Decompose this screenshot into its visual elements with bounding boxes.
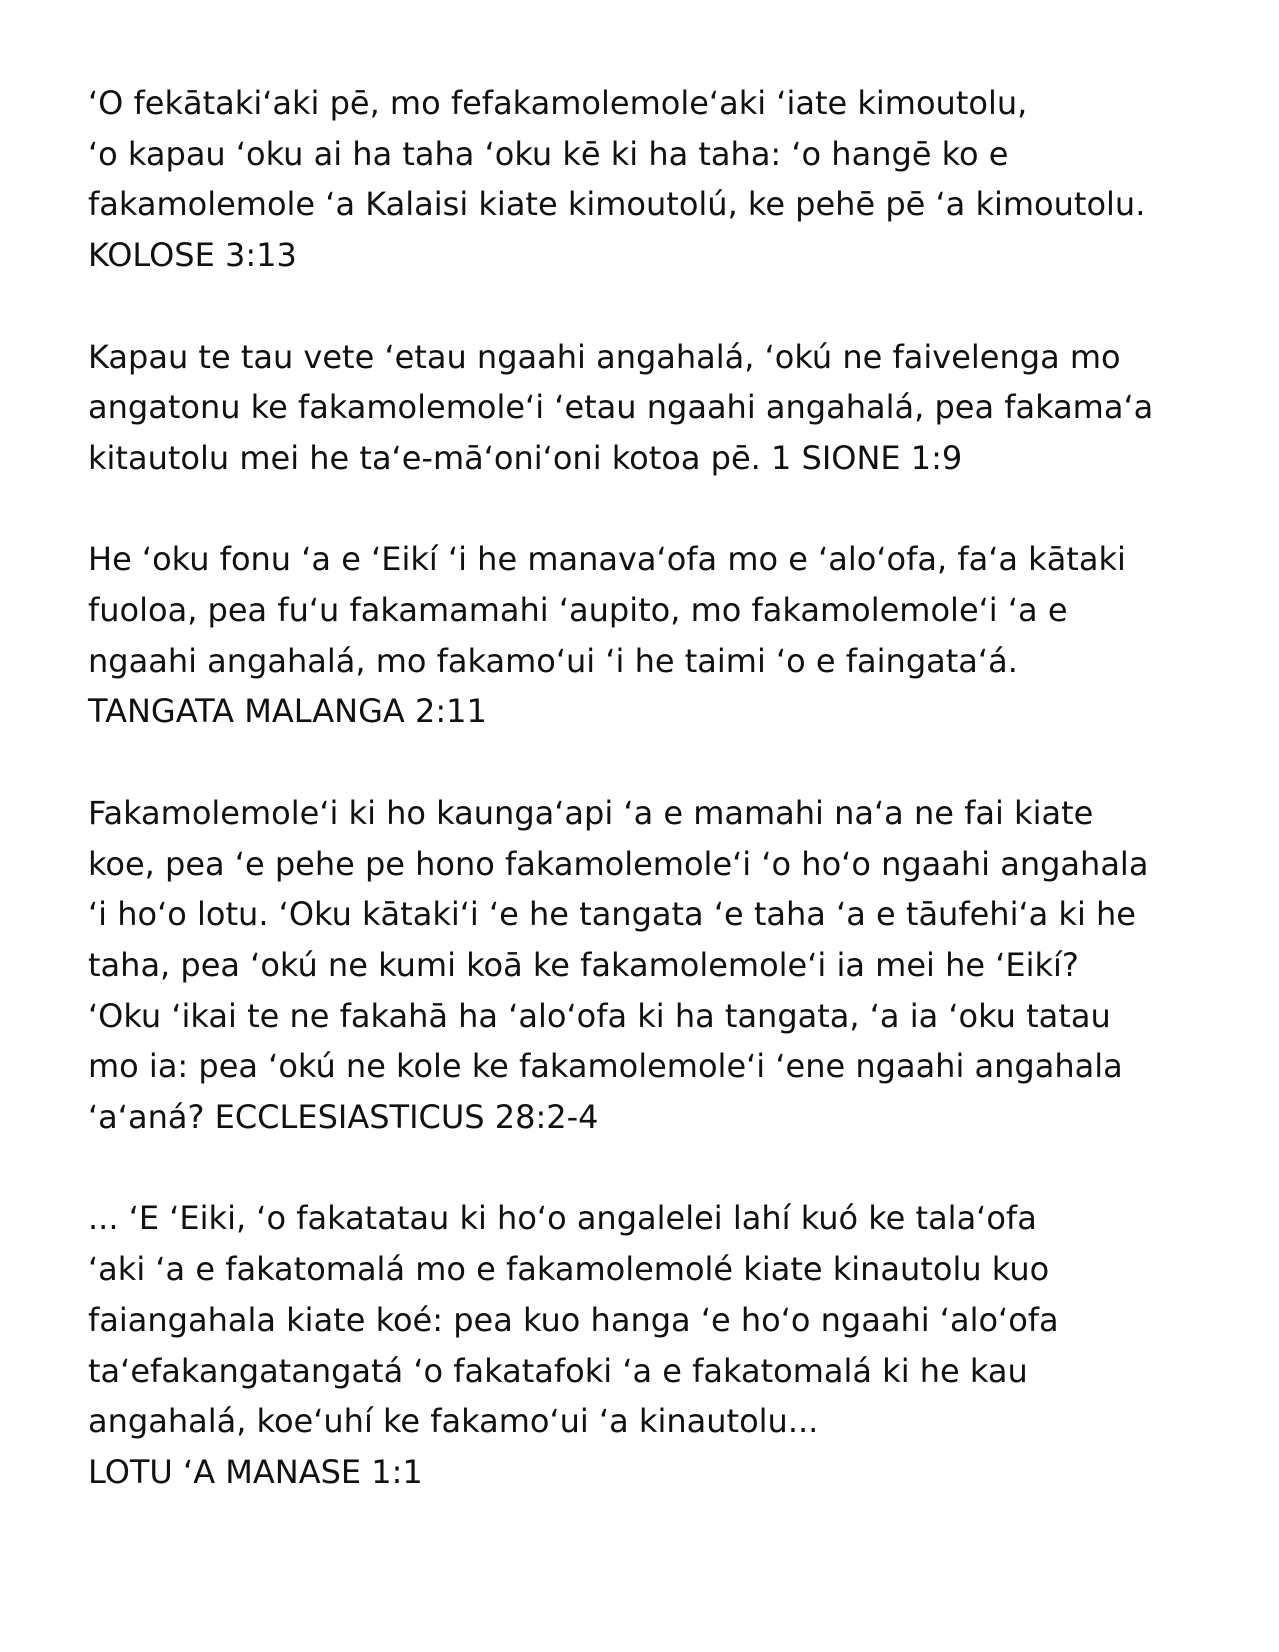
text-line: mo ia: pea ‘okú ne kole ke fakamolemole‘i ‘ene ngaahi angahala [88, 1047, 1123, 1086]
passage-ecclesiasticus [88, 788, 1218, 1143]
reference-line: LOTU ‘A MANASE 1:1 [88, 1452, 423, 1491]
text-line: ‘a‘aná? ECCLESIASTICUS 28:2-4 [88, 1098, 599, 1137]
text-line: angahalá, koe‘uhí ke fakamo‘ui ‘a kinautolu... [88, 1402, 819, 1441]
text-line: taha, pea ‘okú ne kumi koā ke fakamolemole‘i ia mei he ‘Eikí? [88, 945, 1079, 984]
passage-tangata-malanga [88, 534, 1218, 737]
text-line: kitautolu mei he ta‘e-mā‘oni‘oni kotoa pē. 1 SIONE 1:9 [88, 438, 963, 477]
text-line: ‘Oku ‘ikai te ne fakahā ha ‘alo‘ofa ki ha tangata, ‘a ia ‘oku tatau [88, 996, 1111, 1035]
text-line: He ‘oku fonu ‘a e ‘Eikí ‘i he manava‘ofa mo e ‘alo‘ofa, fa‘a kātaki [88, 540, 1126, 579]
text-line: Fakamolemole‘i ki ho kaunga‘api ‘a e mamahi na‘a ne fai kiate [88, 793, 1094, 832]
passage-kolose [88, 78, 1218, 281]
text-line: ngaahi angahalá, mo fakamo‘ui ‘i he taimi ‘o e faingata‘á. [88, 641, 1018, 680]
passage-sione [88, 332, 1218, 484]
text-line: faiangahala kiate koé: pea kuo hanga ‘e ho‘o ngaahi ‘alo‘ofa [88, 1300, 1059, 1339]
document-page [88, 78, 1218, 1548]
text-line: ‘i ho‘o lotu. ‘Oku kātaki‘i ‘e he tangata ‘e taha ‘a e tāufehi‘a ki he [88, 895, 1136, 934]
reference-line: KOLOSE 3:13 [88, 236, 297, 275]
passage-lotu-a-manase [88, 1193, 1218, 1497]
reference-line: TANGATA MALANGA 2:11 [88, 692, 487, 731]
text-line: koe, pea ‘e pehe pe hono fakamolemole‘i ‘o ho‘o ngaahi angahala [88, 844, 1149, 883]
text-line: ... ‘E ‘Eiki, ‘o fakatatau ki ho‘o angalelei lahí kuó ke tala‘ofa [88, 1199, 1037, 1238]
text-line: fakamolemole ‘a Kalaisi kiate kimoutolú, ke pehē pē ‘a kimoutolu. [88, 185, 1146, 224]
text-line: ‘O fekātaki‘aki pē, mo fefakamolemole‘aki ‘iate kimoutolu, [88, 84, 1028, 122]
text-line: fuoloa, pea fu‘u fakamamahi ‘aupito, mo fakamolemole‘i ‘a e [88, 591, 1068, 629]
text-line: Kapau te tau vete ‘etau ngaahi angahalá, ‘okú ne faivelenga mo [88, 337, 1121, 376]
text-line: ‘o kapau ‘oku ai ha taha ‘oku kē ki ha taha: ‘o hangē ko e [88, 134, 1009, 173]
text-line: angatonu ke fakamolemole‘i ‘etau ngaahi angahalá, pea fakama‘a [88, 388, 1154, 427]
text-line: ‘aki ‘a e fakatomalá mo e fakamolemolé kiate kinautolu kuo [88, 1250, 1050, 1289]
text-line: ta‘efakangatangatá ‘o fakatafoki ‘a e fakatomalá ki he kau [88, 1351, 1028, 1390]
